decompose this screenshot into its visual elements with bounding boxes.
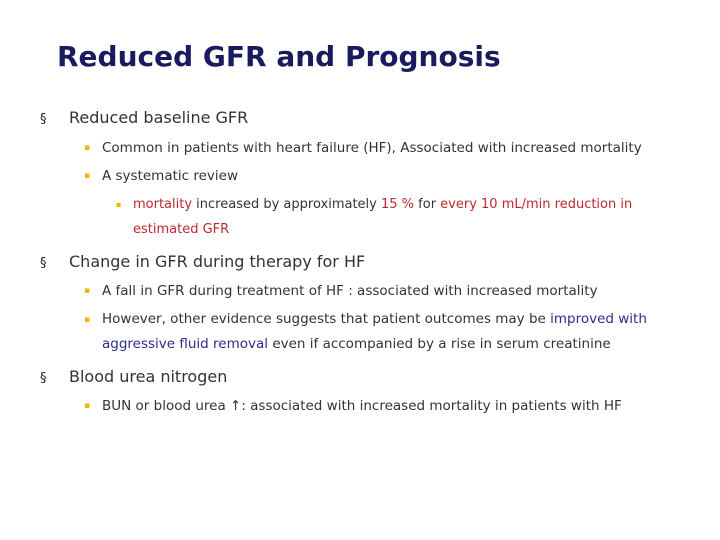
highlight-text: mortality (133, 197, 193, 212)
list-item: BUN or blood urea ↑: associated with increased mortality in patients with HF (102, 398, 622, 414)
body-text: increased by approximately (192, 197, 381, 212)
body-text: even if accompanied by a rise in serum creatinine (268, 336, 611, 352)
bullet-icon: § (40, 256, 47, 271)
sub-bullet-icon: ▪ (84, 143, 91, 153)
list-item-other-evidence (102, 307, 692, 357)
list-item-review-finding (133, 192, 693, 242)
body-text: However, other evidence suggests that patient outcomes may be (102, 311, 551, 327)
section-heading-baseline-gfr: Reduced baseline GFR (69, 108, 249, 127)
list-item: Common in patients with heart failure (HF), Associated with increased mortality (102, 140, 642, 156)
sub-bullet-icon: ▪ (84, 315, 91, 325)
highlight-text: every 10 mL/min reduction in estimated GFR (133, 197, 633, 237)
list-item: A systematic review (102, 168, 239, 184)
list-item: A fall in GFR during treatment of HF : associated with increased mortality (102, 283, 598, 299)
bullet-icon: § (40, 112, 47, 127)
section-heading-bun: Blood urea nitrogen (69, 367, 228, 386)
sub-bullet-icon: ▪ (84, 286, 91, 296)
highlight-text: improved with aggressive fluid removal (102, 311, 647, 352)
section-heading-gfr-change: Change in GFR during therapy for HF (69, 252, 366, 271)
body-text: for (414, 197, 441, 212)
highlight-text: 15 % (381, 197, 415, 212)
sub-bullet-icon: ▪ (84, 401, 91, 411)
sub-bullet-icon: ▪ (84, 171, 91, 181)
sub-sub-bullet-icon: ▪ (116, 200, 122, 209)
bullet-icon: § (40, 371, 47, 386)
slide-title: Reduced GFR and Prognosis (57, 40, 501, 73)
